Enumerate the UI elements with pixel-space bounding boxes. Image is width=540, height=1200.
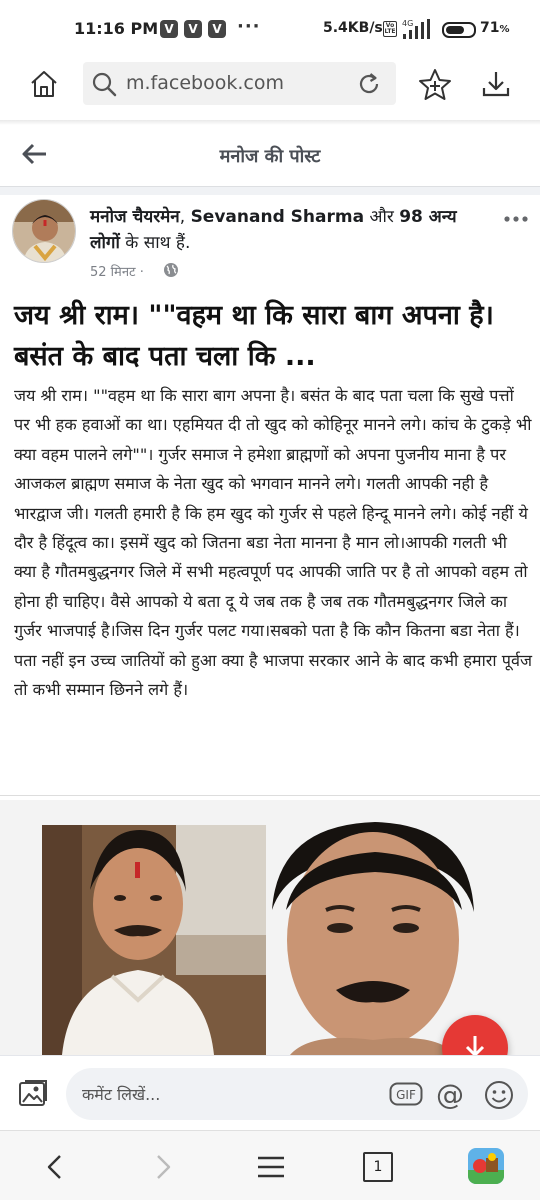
more-options-icon[interactable] — [503, 214, 529, 224]
post-photo — [0, 800, 540, 1055]
tagged-user-link[interactable]: Sevanand Sharma — [190, 207, 365, 227]
menu-icon[interactable] — [256, 1154, 286, 1180]
post-divider — [0, 795, 540, 796]
battery-fill — [446, 26, 464, 34]
page-title: मनोज की पोस्ट — [219, 146, 321, 167]
comment-composer — [0, 1055, 540, 1130]
bookmark-star-icon[interactable] — [417, 67, 453, 103]
tabs-button[interactable]: 1 — [363, 1152, 393, 1182]
post-meta: 52 मिनट · — [90, 265, 144, 280]
others-count-link[interactable]: 98 अन्य लोगों — [90, 207, 457, 253]
volte-icon: Vo LTE — [384, 22, 396, 35]
battery-percent: 71% — [480, 20, 510, 36]
post-title: जय श्री राम। ""वहम था कि सारा बाग अपना है। बसंत के बाद पता चला कि ... — [14, 300, 494, 372]
page-header — [0, 125, 540, 187]
network-speed: 5.4KB/s — [323, 20, 383, 36]
mention-icon[interactable] — [435, 1080, 465, 1110]
reload-icon[interactable] — [356, 71, 382, 97]
signal-icon — [401, 18, 435, 40]
author-name-link[interactable]: मनोज चैयरमेन — [90, 207, 180, 227]
section-divider — [0, 187, 540, 195]
status-bar — [0, 0, 540, 62]
status-time: 11:16 PM — [74, 19, 159, 38]
browser-toolbar — [0, 62, 540, 124]
notification-v-icon: V — [160, 20, 178, 38]
address-bar[interactable] — [83, 62, 396, 105]
post-timestamp[interactable]: 52 मिनट — [90, 265, 136, 280]
more-notifications-icon: ··· — [237, 16, 261, 37]
post-author-line: मनोज चैयरमेन, Sevanand Sharma और 98 अन्य लोगों के साथ हैं. — [90, 207, 457, 253]
globe-icon — [163, 262, 179, 278]
url-text: m.facebook.com — [126, 72, 284, 94]
browser-nav-bar — [0, 1130, 540, 1200]
home-icon[interactable] — [28, 68, 60, 100]
avatar[interactable] — [12, 199, 76, 263]
left-portrait — [42, 825, 266, 1055]
game-icon[interactable] — [468, 1148, 504, 1184]
game-icon-graphic — [468, 1148, 504, 1184]
nav-forward-icon[interactable] — [152, 1153, 174, 1181]
nav-back-icon[interactable] — [44, 1153, 66, 1181]
emoji-icon[interactable] — [483, 1079, 515, 1111]
avatar-image — [13, 200, 76, 263]
post-body: जय श्री राम। ""वहम था कि सारा बाग अपना है। बसंत के बाद पता चला कि सुखे पत्तों पर भी हक हवाओं का था। एहमियत दी तो खुद को कोहिनूर मानने लगे। कांच के टुकड़े भी क्या वहम पालने लगे""। गुर्जर समाज ने हमेशा ब्राह्मणों को अपना पुजनीय माना है पर आजकल ब्राह्मण समाज के नेता खुद को भगवान मानने लगे। गलती आपकी नही है भारद्वाज जी। गलती हमारी है कि हम खुद को गुर्जर से पहले हिन्दू मानने लगे। कोई नहीं ये दौर है हिंदूत्व का। इसमें खुद को जितना बडा नेता मानना है मान लो।आपकी गलती भी क्या है गौतमबुद्धनगर जिले में सभी महत्वपूर्ण पद आपकी जाति पर है तो आपको वहम तो होना ही चाहिए। वैसे आपको ये बता दू ये जब तक है जब तक गौतमबुद्धनगर जिले का गुर्जर भाजपाई है।जिस दिन गुर्जर पलट गया।सबको पता है कि कौन कितना बडा नेता हैं। पता नहीं इन उच्च जातियों को हुआ क्या है भाजपा सरकार आने के बाद कभी हमारा पूर्वज तो कभी सम्मान छिनने लगे हैं। — [14, 386, 532, 700]
svg-text:@: @ — [436, 1080, 464, 1110]
battery-icon — [442, 22, 476, 38]
post-image[interactable] — [0, 800, 540, 1055]
gif-icon[interactable] — [389, 1082, 423, 1106]
download-icon[interactable] — [480, 68, 512, 100]
svg-text:GIF: GIF — [396, 1088, 416, 1102]
network-type: 4G — [402, 19, 414, 28]
notification-v-icon: V — [184, 20, 202, 38]
photo-attach-icon[interactable] — [17, 1078, 49, 1110]
notification-v-icon: V — [208, 20, 226, 38]
search-icon — [91, 71, 117, 97]
